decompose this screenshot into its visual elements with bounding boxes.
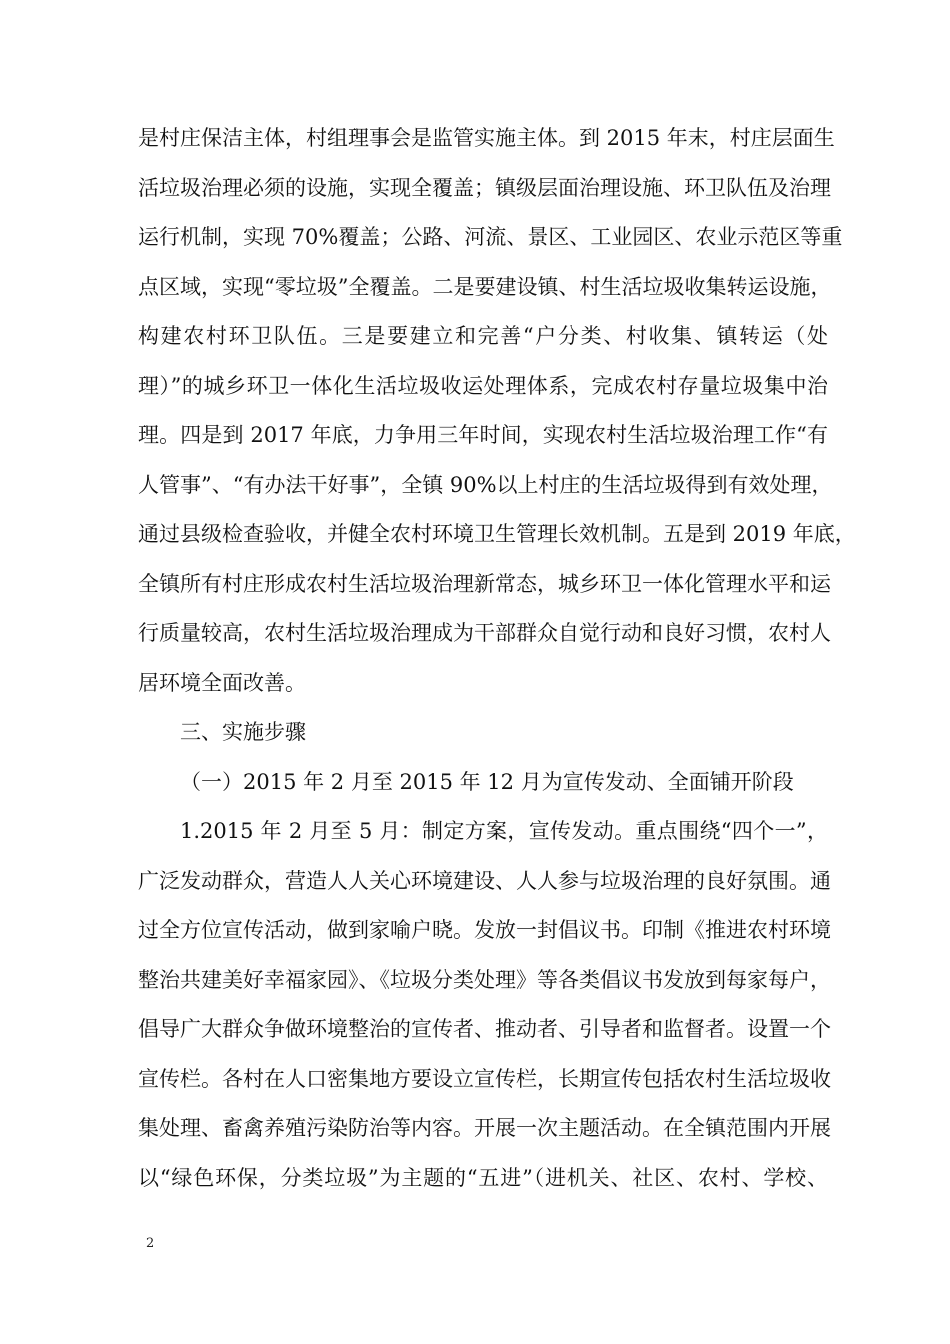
text-line: 居环境全面改善。	[138, 670, 306, 695]
body-text	[138, 114, 856, 1203]
paragraph-step1	[138, 807, 831, 1203]
text-line: 人管事”、“有办法干好事”，全镇 90%以上村庄的生活垃圾得到有效处理，	[138, 472, 833, 497]
subsection-heading: （一）2015 年 2 月至 2015 年 12 月为宣传发动、全面铺开阶段	[180, 769, 794, 794]
text-line: 行质量较高，农村生活垃圾治理成为干部群众自觉行动和良好习惯，农村人	[138, 621, 831, 645]
text-line: 整治共建美好幸福家园》、《垃圾分类处理》等各类倡议书发放到每家每户，	[138, 967, 831, 992]
text-line: 通过县级检查验收，并健全农村环境卫生管理长效机制。五是到 2019 年底，	[138, 522, 856, 546]
paragraph-continuation	[138, 114, 856, 708]
page-number: 2	[146, 1236, 155, 1251]
section-heading: 三、实施步骤	[180, 720, 306, 744]
text-line: 宣传栏。各村在人口密集地方要设立宣传栏，长期宣传包括农村生活垃圾收	[138, 1066, 831, 1091]
text-line: 倡导广大群众争做环境整治的宣传者、推动者、引导者和监督者。设置一个	[138, 1017, 831, 1041]
text-line: 全镇所有村庄形成农村生活垃圾治理新常态，城乡环卫一体化管理水平和运	[138, 571, 831, 596]
text-line: 活垃圾治理必须的设施，实现全覆盖；镇级层面治理设施、环卫队伍及治理	[138, 175, 831, 200]
text-line: 集处理、畜禽养殖污染防治等内容。开展一次主题活动。在全镇范围内开展	[138, 1116, 831, 1140]
text-line: 理）”的城乡环卫一体化生活垃圾收运处理体系，完成农村存量垃圾集中治	[138, 373, 828, 398]
text-line: 1.2015 年 2 月至 5 月：制定方案，宣传发动。重点围绕“四个一”，	[180, 819, 828, 843]
text-line: 点区域，实现“零垃圾”全覆盖。二是要建设镇、村生活垃圾收集转运设施，	[138, 274, 832, 299]
text-line: 过全方位宣传活动，做到家喻户晓。发放一封倡议书。印制《推进农村环境	[138, 918, 831, 942]
text-line: 是村庄保洁主体，村组理事会是监管实施主体。到 2015 年末，村庄层面生	[138, 126, 835, 150]
text-line: 广泛发动群众，营造人人关心环境建设、人人参与垃圾治理的良好氛围。通	[138, 868, 831, 893]
text-line: 理。四是到 2017 年底，力争用三年时间，实现农村生活垃圾治理工作“有	[138, 423, 828, 447]
text-line: 构建农村环卫队伍。三是要建立和完善“户分类、村收集、镇转运（处	[138, 324, 828, 348]
text-line: 以“绿色环保，分类垃圾”为主题的“五进”（进机关、社区、农村、学校、	[138, 1165, 828, 1190]
text-line: 运行机制，实现 70%覆盖；公路、河流、景区、工业园区、农业示范区等重	[138, 225, 843, 249]
